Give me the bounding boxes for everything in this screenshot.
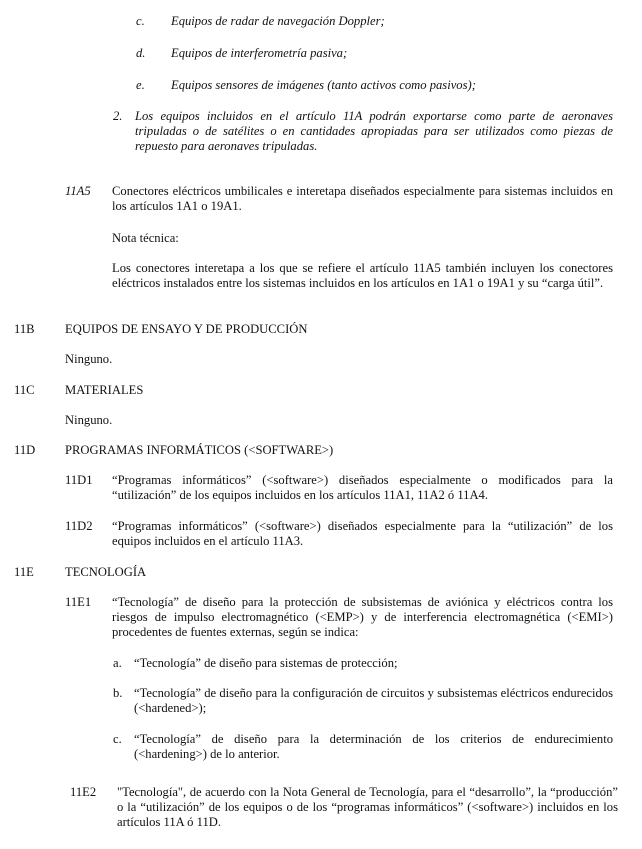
section-title-11e: TECNOLOGÍA: [65, 565, 147, 579]
sublist-letter-a: a.: [113, 656, 122, 670]
sublist-letter-b: b.: [113, 686, 123, 700]
list-item-c: Equipos de radar de navegación Doppler;: [171, 14, 385, 28]
section-title-11c: MATERIALES: [65, 383, 144, 397]
item-code-11d1: 11D1: [65, 473, 93, 487]
section-code-11c: 11C: [14, 383, 35, 397]
sublist-item-a: “Tecnología” de diseño para sistemas de protección;: [134, 656, 398, 670]
section-code-11d: 11D: [14, 443, 36, 457]
list-item-d: Equipos de interferometría pasiva;: [171, 46, 348, 60]
section-body-11c: Ninguno.: [65, 413, 113, 427]
section-code-11e: 11E: [14, 565, 34, 579]
list-letter-c: c.: [136, 14, 145, 28]
item-text-11a5: Conectores eléctricos umbilicales e interetapa diseñados especialmente para sistemas incluidos en los artículos 1A1 o 19A1.: [112, 184, 613, 213]
section-title-11b: EQUIPOS DE ENSAYO Y DE PRODUCCIÓN: [65, 322, 308, 336]
item-code-11e1: 11E1: [65, 595, 92, 609]
note-text: Los equipos incluidos en el artículo 11A podrán exportarse como parte de aeronaves tripuladas o de satélites o en cantidades apropiadas para ser utilizados como piezas de repuesto para aeronaves tripuladas.: [135, 109, 613, 153]
note-number: 2.: [113, 109, 123, 123]
sublist-item-c: “Tecnología” de diseño para la determinación de los criterios de endurecimiento (<hardening>) de lo anterior.: [134, 732, 613, 761]
list-item-e: Equipos sensores de imágenes (tanto activos como pasivos);: [171, 78, 476, 92]
sublist-letter-c: c.: [113, 732, 122, 746]
item-text-11e2: "Tecnología", de acuerdo con la Nota General de Tecnología, para el “desarrollo”, la “producción” o la “utilización” de los equipos o de los “programas informáticos” (<software>) incluidos en los artículos 11A ó 11D.: [117, 785, 618, 829]
item-code-11d2: 11D2: [65, 519, 93, 533]
section-title-11d: PROGRAMAS INFORMÁTICOS (<SOFTWARE>): [65, 443, 334, 457]
list-letter-e: e.: [136, 78, 145, 92]
item-text-11e1: “Tecnología” de diseño para la protección de subsistemas de aviónica y eléctricos contra los riesgos de impulso electromagnético (<EMP>) y de interferencia electromagnética (<EMI>) procedentes de fuentes externas, según se indica:: [112, 595, 613, 639]
item-code-11a5: 11A5: [65, 184, 91, 198]
section-body-11b: Ninguno.: [65, 352, 113, 366]
list-letter-d: d.: [136, 46, 146, 60]
technical-note-label: Nota técnica:: [112, 231, 179, 245]
item-text-11d1: “Programas informáticos” (<software>) diseñados especialmente o modificados para la “utilización” de los equipos incluidos en los artículos 11A1, 11A2 ó 11A4.: [112, 473, 613, 502]
technical-note-text: Los conectores interetapa a los que se refiere el artículo 11A5 también incluyen los conectores eléctricos instalados entre los sistemas incluidos en los artículos en 1A1 o 19A1 y su “carga útil”.: [112, 261, 613, 290]
section-code-11b: 11B: [14, 322, 35, 336]
item-code-11e2: 11E2: [70, 785, 97, 799]
item-text-11d2: “Programas informáticos” (<software>) diseñados especialmente para la “utilización” de los equipos incluidos en el artículo 11A3.: [112, 519, 613, 548]
sublist-item-b: “Tecnología” de diseño para la configuración de circuitos y subsistemas eléctricos endurecidos (<hardened>);: [134, 686, 613, 715]
